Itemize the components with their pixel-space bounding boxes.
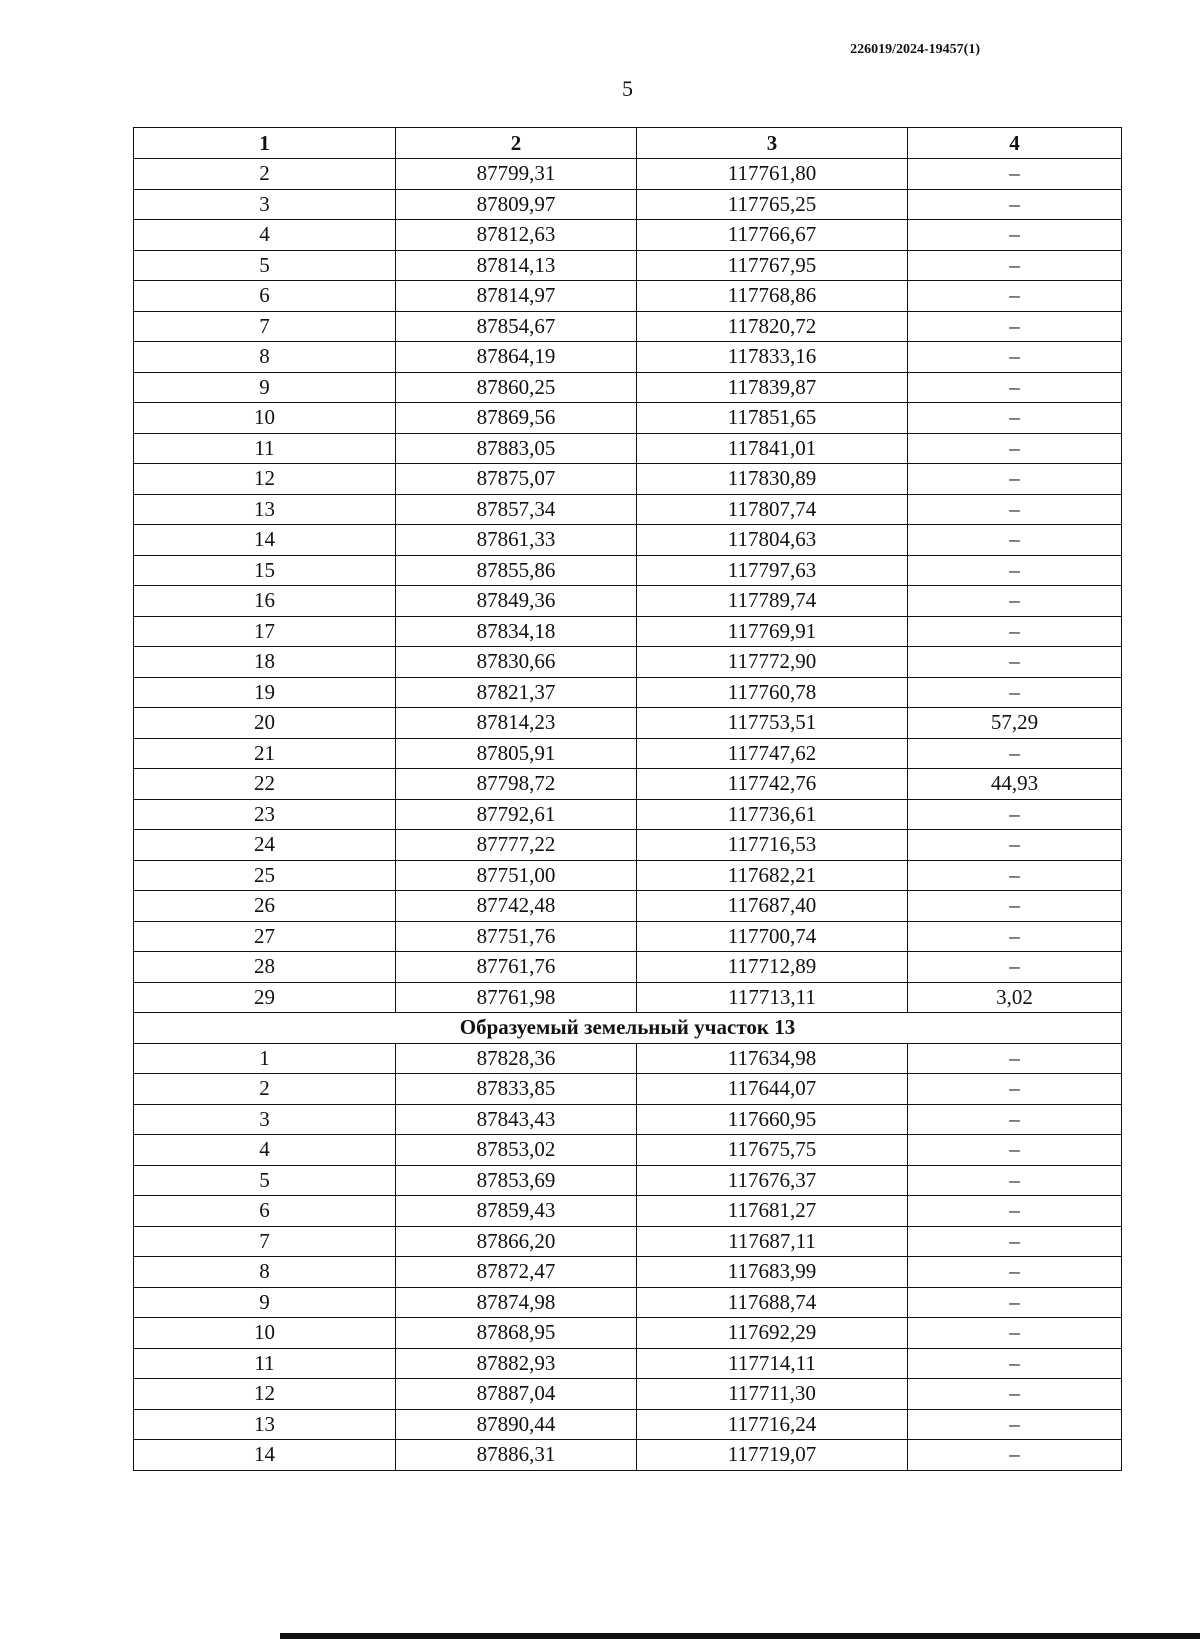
table-cell: 24: [134, 830, 396, 861]
table-cell: 4: [134, 220, 396, 251]
table-row: [134, 342, 1122, 373]
table-cell: –: [908, 677, 1122, 708]
table-row: [134, 464, 1122, 495]
table-cell: –: [908, 464, 1122, 495]
table-row: [134, 799, 1122, 830]
table-row: [134, 952, 1122, 983]
table-cell: 87742,48: [396, 891, 637, 922]
table-cell: 117634,98: [637, 1043, 908, 1074]
table-cell: 2: [134, 159, 396, 190]
table-cell: 87843,43: [396, 1104, 637, 1135]
table-cell: –: [908, 1287, 1122, 1318]
table-cell: 87834,18: [396, 616, 637, 647]
table-cell: –: [908, 799, 1122, 830]
table-cell: 87874,98: [396, 1287, 637, 1318]
table-cell: 87853,02: [396, 1135, 637, 1166]
table-row: [134, 1318, 1122, 1349]
table-cell: 2: [134, 1074, 396, 1105]
table-cell: 87830,66: [396, 647, 637, 678]
table-cell: 117675,75: [637, 1135, 908, 1166]
table-cell: 15: [134, 555, 396, 586]
table-row: [134, 1043, 1122, 1074]
table-cell: –: [908, 1104, 1122, 1135]
table-cell: 117719,07: [637, 1440, 908, 1471]
table-cell: 87751,76: [396, 921, 637, 952]
table-cell: 57,29: [908, 708, 1122, 739]
table-row: [134, 860, 1122, 891]
column-header: 3: [637, 128, 908, 159]
table-cell: 117700,74: [637, 921, 908, 952]
table-body: [134, 159, 1122, 1471]
table-cell: –: [908, 555, 1122, 586]
table-cell: 26: [134, 891, 396, 922]
table-row: [134, 647, 1122, 678]
table-cell: 87875,07: [396, 464, 637, 495]
table-cell: 6: [134, 1196, 396, 1227]
table-row: [134, 311, 1122, 342]
table-cell: 117767,95: [637, 250, 908, 281]
table-cell: 117736,61: [637, 799, 908, 830]
table-row: [134, 1440, 1122, 1471]
table-cell: –: [908, 1379, 1122, 1410]
table-cell: 19: [134, 677, 396, 708]
table-cell: –: [908, 616, 1122, 647]
table-row: [134, 159, 1122, 190]
table-cell: 117676,37: [637, 1165, 908, 1196]
table-cell: 9: [134, 372, 396, 403]
table-cell: –: [908, 159, 1122, 190]
table-cell: –: [908, 738, 1122, 769]
table-cell: –: [908, 921, 1122, 952]
table-cell: –: [908, 311, 1122, 342]
table-row: [134, 891, 1122, 922]
page-number: 5: [622, 76, 633, 101]
table-header-row: [134, 128, 1122, 159]
table-row: [134, 708, 1122, 739]
table-cell: 117683,99: [637, 1257, 908, 1288]
table-cell: 17: [134, 616, 396, 647]
table-cell: 87814,97: [396, 281, 637, 312]
table-cell: 11: [134, 1348, 396, 1379]
table-cell: 117797,63: [637, 555, 908, 586]
table-cell: 87886,31: [396, 1440, 637, 1471]
table-cell: –: [908, 281, 1122, 312]
table-cell: –: [908, 1257, 1122, 1288]
table-row: [134, 372, 1122, 403]
table-cell: 11: [134, 433, 396, 464]
table-cell: 117789,74: [637, 586, 908, 617]
table-cell: 87821,37: [396, 677, 637, 708]
table-cell: 25: [134, 860, 396, 891]
table-row: [134, 738, 1122, 769]
table-row: [134, 769, 1122, 800]
table-cell: –: [908, 586, 1122, 617]
table-row: [134, 1287, 1122, 1318]
table-cell: –: [908, 952, 1122, 983]
table-cell: 117711,30: [637, 1379, 908, 1410]
coordinates-table: [133, 127, 1122, 1471]
table-cell: 23: [134, 799, 396, 830]
table-cell: 87882,93: [396, 1348, 637, 1379]
table-cell: 5: [134, 1165, 396, 1196]
table-cell: 87833,85: [396, 1074, 637, 1105]
table-cell: 117716,53: [637, 830, 908, 861]
column-header: 2: [396, 128, 637, 159]
table-row: [134, 1074, 1122, 1105]
table-row: [134, 220, 1122, 251]
table-cell: –: [908, 1043, 1122, 1074]
table-cell: 87854,67: [396, 311, 637, 342]
table-cell: 87814,23: [396, 708, 637, 739]
table-cell: 9: [134, 1287, 396, 1318]
table-cell: 8: [134, 1257, 396, 1288]
table-cell: –: [908, 830, 1122, 861]
table-cell: 117820,72: [637, 311, 908, 342]
table-cell: –: [908, 403, 1122, 434]
table-row: [134, 677, 1122, 708]
table-cell: 22: [134, 769, 396, 800]
table-row: [134, 1165, 1122, 1196]
table-cell: 14: [134, 1440, 396, 1471]
table-cell: 14: [134, 525, 396, 556]
table-cell: –: [908, 1409, 1122, 1440]
table-row: [134, 830, 1122, 861]
table-row: [134, 982, 1122, 1013]
table-cell: 87872,47: [396, 1257, 637, 1288]
table-cell: 117851,65: [637, 403, 908, 434]
table-cell: 117713,11: [637, 982, 908, 1013]
table-cell: –: [908, 342, 1122, 373]
table-cell: –: [908, 891, 1122, 922]
table-row: [134, 555, 1122, 586]
table-row: [134, 921, 1122, 952]
column-header: 1: [134, 128, 396, 159]
table-cell: 87864,19: [396, 342, 637, 373]
table-cell: 87857,34: [396, 494, 637, 525]
table-row: [134, 250, 1122, 281]
table-cell: 87883,05: [396, 433, 637, 464]
table-row: [134, 1257, 1122, 1288]
table-cell: –: [908, 1226, 1122, 1257]
table-cell: 117841,01: [637, 433, 908, 464]
table-cell: 7: [134, 311, 396, 342]
table-cell: 87812,63: [396, 220, 637, 251]
table-row: [134, 1409, 1122, 1440]
table-row: [134, 189, 1122, 220]
table-cell: –: [908, 494, 1122, 525]
table-cell: 13: [134, 494, 396, 525]
table-cell: 117688,74: [637, 1287, 908, 1318]
table-cell: 87751,00: [396, 860, 637, 891]
table-cell: 117712,89: [637, 952, 908, 983]
table-row: [134, 616, 1122, 647]
table-cell: 117769,91: [637, 616, 908, 647]
table-cell: –: [908, 1165, 1122, 1196]
table-row: [134, 1135, 1122, 1166]
table-cell: 87861,33: [396, 525, 637, 556]
table-cell: 87859,43: [396, 1196, 637, 1227]
table-cell: 117839,87: [637, 372, 908, 403]
table-row: [134, 525, 1122, 556]
table-cell: 29: [134, 982, 396, 1013]
table-row: [134, 494, 1122, 525]
table-cell: 87869,56: [396, 403, 637, 434]
table-cell: –: [908, 433, 1122, 464]
table-cell: 12: [134, 1379, 396, 1410]
table-cell: 20: [134, 708, 396, 739]
table-row: [134, 403, 1122, 434]
table-cell: 1: [134, 1043, 396, 1074]
table-cell: –: [908, 1348, 1122, 1379]
table-cell: 117687,40: [637, 891, 908, 922]
column-header: 4: [908, 128, 1122, 159]
table-cell: 4: [134, 1135, 396, 1166]
table-cell: 117681,27: [637, 1196, 908, 1227]
table-cell: –: [908, 1196, 1122, 1227]
table-cell: 117807,74: [637, 494, 908, 525]
table-cell: 87761,76: [396, 952, 637, 983]
section-row: [134, 1013, 1122, 1044]
table-cell: 117682,21: [637, 860, 908, 891]
section-title: Образуемый земельный участок 13: [134, 1013, 1122, 1044]
table-cell: 117742,76: [637, 769, 908, 800]
table-cell: 87805,91: [396, 738, 637, 769]
table-cell: –: [908, 1074, 1122, 1105]
table-cell: 10: [134, 403, 396, 434]
table-cell: 13: [134, 1409, 396, 1440]
table-cell: 21: [134, 738, 396, 769]
table-cell: 87777,22: [396, 830, 637, 861]
table-cell: 3: [134, 189, 396, 220]
table-row: [134, 433, 1122, 464]
table-cell: –: [908, 1318, 1122, 1349]
table-row: [134, 1104, 1122, 1135]
table-cell: 6: [134, 281, 396, 312]
table-cell: 87853,69: [396, 1165, 637, 1196]
table-cell: 117644,07: [637, 1074, 908, 1105]
table-row: [134, 281, 1122, 312]
table-cell: –: [908, 189, 1122, 220]
table-cell: 117714,11: [637, 1348, 908, 1379]
table-cell: –: [908, 372, 1122, 403]
table-cell: 87792,61: [396, 799, 637, 830]
table-cell: 117761,80: [637, 159, 908, 190]
table-cell: 117766,67: [637, 220, 908, 251]
table-cell: 117833,16: [637, 342, 908, 373]
table-cell: –: [908, 1440, 1122, 1471]
table-cell: 117768,86: [637, 281, 908, 312]
table-cell: 3,02: [908, 982, 1122, 1013]
table-cell: 117660,95: [637, 1104, 908, 1135]
table-cell: 87849,36: [396, 586, 637, 617]
table-cell: 27: [134, 921, 396, 952]
table-cell: –: [908, 525, 1122, 556]
table-cell: 87814,13: [396, 250, 637, 281]
table-cell: 3: [134, 1104, 396, 1135]
table-cell: –: [908, 250, 1122, 281]
table-cell: 87890,44: [396, 1409, 637, 1440]
table-cell: 87860,25: [396, 372, 637, 403]
table-cell: 16: [134, 586, 396, 617]
table-cell: 87809,97: [396, 189, 637, 220]
table-cell: 87887,04: [396, 1379, 637, 1410]
table-cell: 18: [134, 647, 396, 678]
table-cell: 117716,24: [637, 1409, 908, 1440]
table-cell: 87761,98: [396, 982, 637, 1013]
table-cell: 117804,63: [637, 525, 908, 556]
table-cell: 117747,62: [637, 738, 908, 769]
table-cell: 117753,51: [637, 708, 908, 739]
table-row: [134, 1379, 1122, 1410]
table-cell: 12: [134, 464, 396, 495]
table-cell: 117830,89: [637, 464, 908, 495]
table-row: [134, 1226, 1122, 1257]
table-cell: 87798,72: [396, 769, 637, 800]
table-cell: 87866,20: [396, 1226, 637, 1257]
table-cell: –: [908, 860, 1122, 891]
table-cell: 117760,78: [637, 677, 908, 708]
table-row: [134, 1348, 1122, 1379]
table-cell: 8: [134, 342, 396, 373]
table-row: [134, 1196, 1122, 1227]
table-cell: 87828,36: [396, 1043, 637, 1074]
table-cell: 117692,29: [637, 1318, 908, 1349]
table-cell: 87868,95: [396, 1318, 637, 1349]
table-cell: 87855,86: [396, 555, 637, 586]
table-cell: 117687,11: [637, 1226, 908, 1257]
table-cell: 7: [134, 1226, 396, 1257]
table-cell: 10: [134, 1318, 396, 1349]
document-id: 226019/2024-19457(1): [850, 42, 980, 57]
table-cell: 87799,31: [396, 159, 637, 190]
table-cell: –: [908, 1135, 1122, 1166]
table-cell: 28: [134, 952, 396, 983]
table-cell: 117772,90: [637, 647, 908, 678]
table-cell: 44,93: [908, 769, 1122, 800]
page-bottom-edge: [280, 1633, 1200, 1639]
table-cell: 117765,25: [637, 189, 908, 220]
table-cell: 5: [134, 250, 396, 281]
table-row: [134, 586, 1122, 617]
table-cell: –: [908, 220, 1122, 251]
table-cell: –: [908, 647, 1122, 678]
